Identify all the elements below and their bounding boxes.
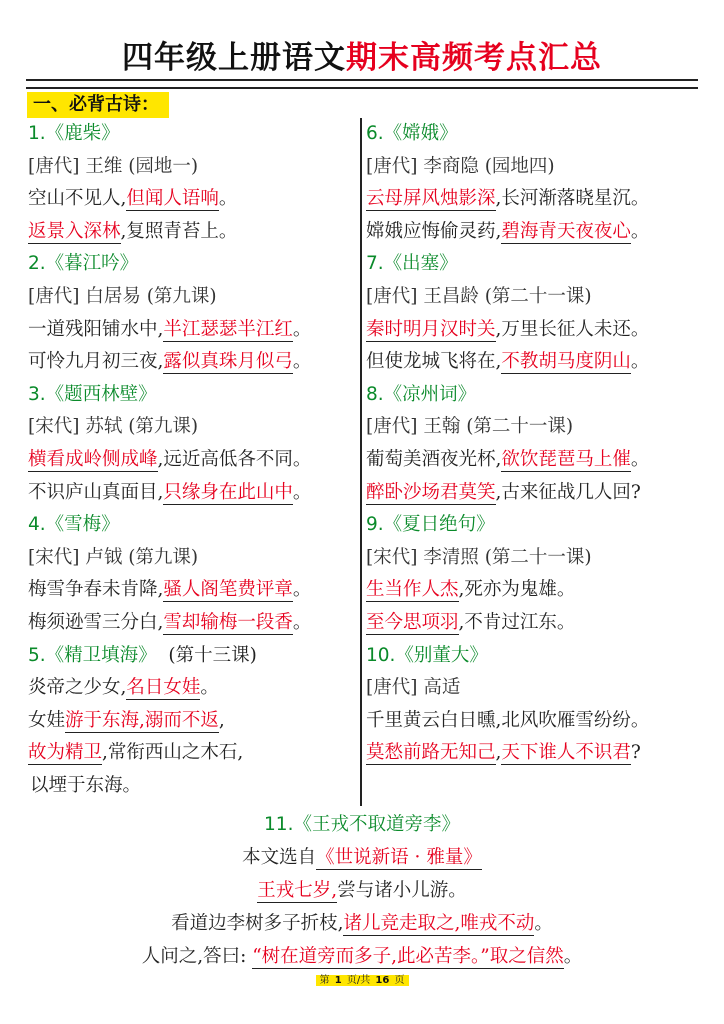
poem-line — [28, 314, 368, 347]
text: , — [495, 742, 502, 764]
text: 梅须逊雪三分白, — [28, 611, 164, 633]
poem-meta: [宋代] 卢钺 (第九课) — [28, 546, 199, 568]
key-phrase: 骚人阁笔费评章 — [163, 579, 293, 601]
key-phrase: 横看成岭侧成峰 — [28, 448, 158, 470]
text: 。 — [563, 946, 583, 967]
poem-line — [366, 444, 706, 477]
passage-line — [0, 940, 724, 973]
key-phrase: 至今思项羽 — [366, 611, 459, 633]
poem-title: 6.《嫦娥》 — [366, 123, 458, 144]
text: 页/共 — [343, 975, 374, 986]
poem-title: 3.《题西林壁》 — [28, 383, 157, 405]
text: 。 — [292, 481, 312, 503]
poem-4 — [28, 509, 368, 639]
poem-line: 千里黄云白日曛,北风吹雁雪纷纷。 — [366, 709, 650, 731]
title-part-2: 期末高频考点汇总 — [346, 40, 602, 76]
text: 。 — [292, 611, 312, 633]
key-phrase: 名日女娃 — [126, 677, 201, 699]
key-phrase: 天下谁人不识君 — [501, 742, 631, 764]
passage-line — [0, 841, 724, 874]
key-phrase: 游于东海,溺而不返 — [65, 709, 219, 731]
text: 尝与诸小儿游。 — [337, 880, 467, 901]
poem-2 — [28, 248, 368, 378]
page-indicator — [316, 975, 409, 986]
poem-line — [28, 737, 368, 770]
text: 本文选自 — [242, 847, 317, 868]
text: 第 — [319, 975, 333, 986]
poem-line — [28, 477, 368, 510]
poem-title: 7.《出塞》 — [366, 253, 458, 275]
poem-meta: [唐代] 王维 (园地一) — [28, 155, 199, 177]
text: ,远近高低各不同。 — [157, 448, 312, 470]
text: 。 — [292, 318, 312, 340]
poem-title: 2.《暮江吟》 — [28, 253, 139, 275]
poem-line — [366, 477, 706, 510]
passage-title: 11.《王戎不取道旁李》 — [264, 814, 460, 835]
poem-meta: [唐代] 高适 — [366, 677, 461, 699]
poem-meta: [唐代] 王昌龄 (第二十一课) — [366, 285, 592, 307]
text: 。 — [630, 220, 650, 242]
title-double-rule — [26, 79, 698, 89]
poem-10 — [366, 640, 706, 770]
key-phrase: 醉卧沙场君莫笑 — [366, 481, 496, 503]
key-phrase: 秦时明月汉时关 — [366, 318, 496, 340]
text: ,复照青苔上。 — [120, 220, 238, 242]
page-total: 16 — [375, 975, 390, 986]
poem-line — [366, 607, 706, 640]
text: ,不肯过江东。 — [458, 611, 576, 633]
text: 但使龙城飞将在, — [366, 351, 502, 373]
poem-meta: [唐代] 白居易 (第九课) — [28, 285, 217, 307]
text: ,古来征战几人回? — [495, 481, 641, 503]
poem-line — [366, 737, 706, 770]
text: 葡萄美酒夜光杯, — [366, 448, 502, 470]
poem-title — [28, 640, 368, 673]
poem-line — [366, 314, 706, 347]
text: 炎帝之少女, — [28, 677, 127, 699]
poem-title: 9.《夏日绝句》 — [366, 514, 495, 536]
poem-line — [28, 574, 368, 607]
text: 。 — [292, 351, 312, 373]
key-phrase: 但闻人语响 — [126, 188, 219, 210]
poem-title: 10.《别董大》 — [366, 644, 488, 666]
poem-6 — [366, 118, 706, 248]
key-phrase: 只缘身在此山中 — [163, 481, 293, 503]
poem-line — [28, 346, 368, 379]
key-phrase: 生当作人杰 — [366, 579, 459, 601]
text: ,死亦为鬼雄。 — [458, 579, 576, 601]
left-column — [28, 118, 368, 802]
key-phrase: 雪却输梅一段香 — [163, 611, 293, 633]
passage-11 — [0, 808, 724, 973]
poem-5 — [28, 640, 368, 803]
poem-line — [366, 346, 706, 379]
key-phrase: 露似真珠月似弓 — [163, 351, 293, 373]
lesson-note: (第十三课) — [168, 644, 257, 666]
poem-meta: [宋代] 李清照 (第二十一课) — [366, 546, 592, 568]
text: 页 — [391, 975, 405, 986]
page-title — [0, 38, 724, 78]
poem-7 — [366, 248, 706, 378]
poem-3 — [28, 379, 368, 509]
poem-1 — [28, 118, 368, 248]
text: 。 — [534, 913, 553, 934]
poem-title: 8.《凉州词》 — [366, 383, 477, 405]
key-phrase: 诸儿竞走取之,唯戎不动 — [343, 913, 535, 934]
key-phrase: 碧海青天夜夜心 — [501, 220, 631, 242]
key-phrase: 返景入深林 — [28, 220, 121, 242]
page-number: 1 — [334, 975, 342, 986]
text: 。 — [630, 351, 650, 373]
text: 嫦娥应悔偷灵药, — [366, 220, 502, 242]
poem-meta: [唐代] 李商隐 (园地四) — [366, 155, 555, 177]
text: 。 — [200, 677, 219, 699]
key-phrase: 王戎七岁, — [257, 880, 338, 901]
text: , — [218, 709, 225, 731]
key-phrase: 半江瑟瑟半江红 — [163, 318, 293, 340]
key-phrase: 欲饮琵琶马上催 — [501, 448, 631, 470]
text: 空山不见人, — [28, 188, 127, 210]
poem-9 — [366, 509, 706, 639]
poem-line: 以堙于东海。 — [30, 774, 142, 796]
poem-meta: [宋代] 苏轼 (第九课) — [28, 416, 199, 438]
poem-line — [28, 216, 368, 249]
poem-8 — [366, 379, 706, 509]
text: 。 — [292, 579, 312, 601]
poem-line — [28, 607, 368, 640]
text: 。 — [630, 448, 650, 470]
text: ? — [630, 742, 641, 764]
poem-line — [366, 216, 706, 249]
text: 。 — [218, 188, 238, 210]
key-phrase: “树在道旁而多子,此必苦李。”取之信然 — [252, 946, 564, 967]
title-part-1: 四年级上册语文 — [122, 40, 346, 76]
passage-line — [0, 907, 724, 940]
text: 可怜九月初三夜, — [28, 351, 164, 373]
poem-title: 4.《雪梅》 — [28, 514, 120, 536]
text: ,长河渐落晓星沉。 — [495, 188, 650, 210]
poem-line — [366, 183, 706, 216]
poem-title: 1.《鹿柴》 — [28, 123, 120, 144]
poem-line — [28, 444, 368, 477]
poem-line — [28, 183, 368, 216]
key-phrase: 莫愁前路无知己 — [366, 742, 496, 764]
passage-line — [0, 874, 724, 907]
text: 女娃 — [28, 709, 66, 731]
page-footer — [0, 974, 724, 988]
poem-meta: [唐代] 王翰 (第二十一课) — [366, 416, 574, 438]
poem-line — [28, 672, 368, 705]
key-phrase: 不教胡马度阴山 — [501, 351, 631, 373]
key-phrase: 故为精卫 — [28, 742, 103, 764]
key-phrase: 《世说新语 · 雅量》 — [316, 847, 482, 868]
poem-line — [28, 705, 368, 738]
text: 人问之,答曰: — [141, 946, 247, 967]
poem-title-text: 5.《精卫填海》 — [28, 644, 157, 666]
text: ,万里长征人未还。 — [495, 318, 650, 340]
section-heading: 一、必背古诗： — [27, 92, 169, 118]
poem-line — [366, 574, 706, 607]
text: 看道边李树多子折枝, — [171, 913, 344, 934]
text: ,常衔西山之木石, — [102, 742, 244, 764]
right-column — [366, 118, 706, 770]
text: 一道残阳铺水中, — [28, 318, 164, 340]
key-phrase: 云母屏风烛影深 — [366, 188, 496, 210]
text: 梅雪争春未肯降, — [28, 579, 164, 601]
text: 不识庐山真面目, — [28, 481, 164, 503]
